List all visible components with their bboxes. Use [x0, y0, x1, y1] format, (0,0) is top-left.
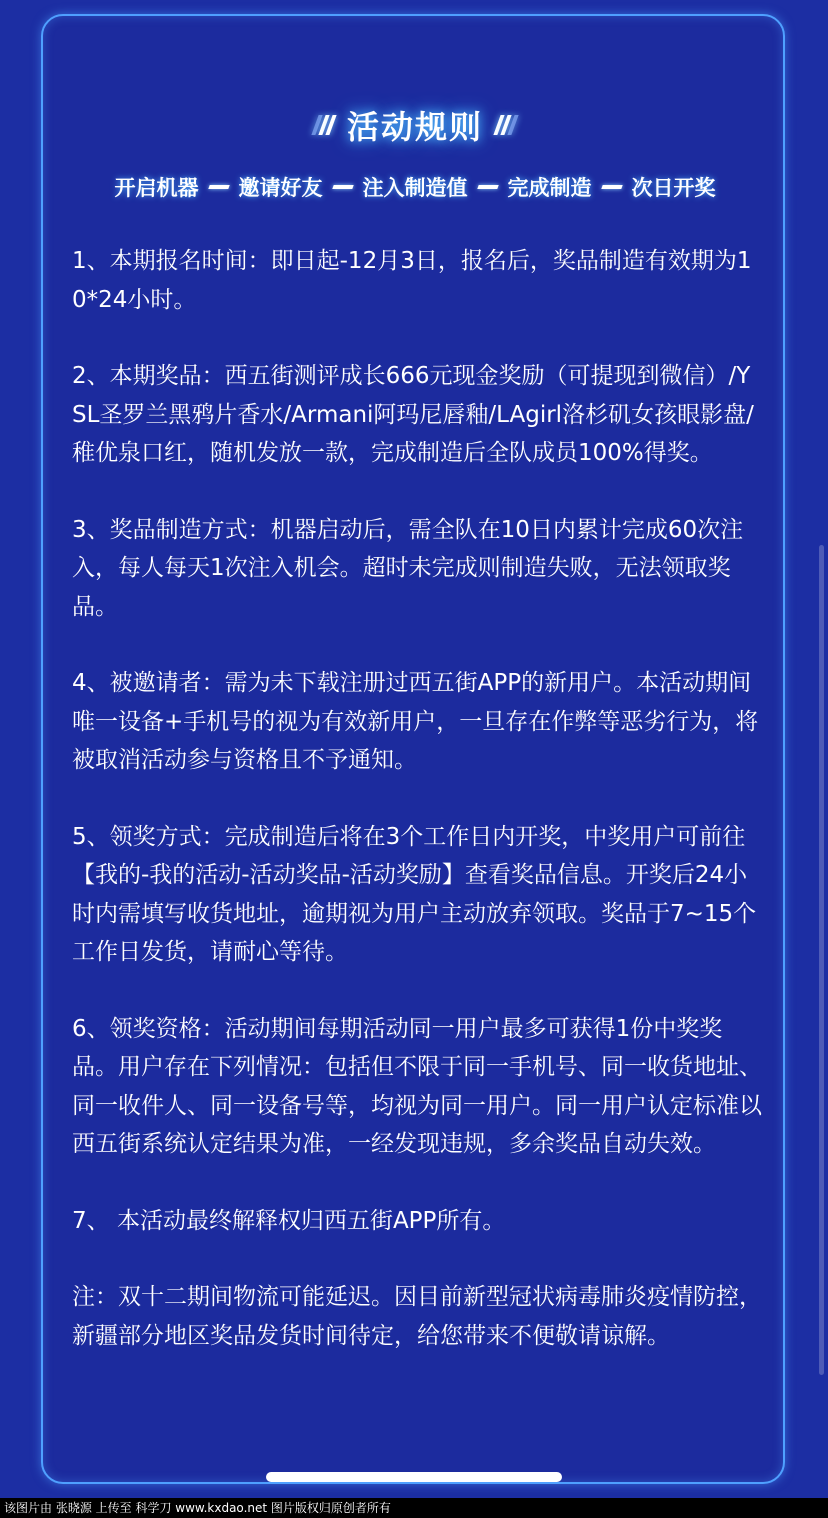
watermark-footer: 该图片由 张晓源 上传至 科学刀 www.kxdao.net 图片版权归原创者所有 — [0, 1498, 828, 1518]
rule-item-6: 6、领奖资格：活动期间每期活动同一用户最多可获得1份中奖奖品。用户存在下列情况：包括但不限于同一手机号、同一收货地址、同一收件人、同一设备号等，均视为同一用户。同一用户认定标准以西五街系统认定结果为准，一经发现违规，多余奖品自动失效。 — [72, 1015, 762, 1157]
step-separator — [601, 185, 622, 189]
rule-item-5: 5、领奖方式：完成制造后将在3个工作日内开奖，中奖用户可前往【我的-我的活动-活动奖品-活动奖励】查看奖品信息。开奖后24小时内需填写收货地址，逾期视为用户主动放弃领取。奖品于7~15个工作日发货，请耐心等待。 — [72, 823, 757, 965]
rule-item-2: 2、本期奖品：西五街测评成长666元现金奖励（可提现到微信）/YSL圣罗兰黑鸦片香水/Armani阿玛尼唇釉/LAgirl洛杉矶女孩眼影盘/稚优泉口红，随机发放一款，完成制造后全队成员100%得奖。 — [72, 363, 754, 466]
rule-item-1: 1、本期报名时间：即日起-12月3日，报名后，奖品制造有效期为10*24小时。 — [72, 248, 752, 313]
step-separator — [332, 185, 353, 189]
step-inject-value: 注入制造值 — [362, 176, 468, 200]
rules-panel — [41, 14, 785, 1484]
step-separator — [208, 185, 229, 189]
step-start-machine: 开启机器 — [114, 176, 199, 200]
title-row — [43, 100, 787, 150]
step-invite-friends: 邀请好友 — [238, 176, 323, 200]
step-complete-manufacture: 完成制造 — [507, 176, 592, 200]
rule-note: 注：双十二期间物流可能延迟。因目前新型冠状病毒肺炎疫情防控，新疆部分地区奖品发货时间待定，给您带来不便敬请谅解。 — [72, 1284, 762, 1349]
step-next-day-draw: 次日开奖 — [631, 176, 716, 200]
rules-list — [72, 242, 762, 1393]
page-title: 活动规则 — [346, 108, 483, 146]
activity-steps — [43, 172, 787, 202]
rule-item-7: 7、 本活动最终解释权归西五街APP所有。 — [72, 1207, 506, 1234]
right-slash-decoration — [497, 115, 515, 135]
home-indicator[interactable] — [266, 1472, 562, 1482]
rule-item-3: 3、奖品制造方式：机器启动后，需全队在10日内累计完成60次注入，每人每天1次注入机会。超时未完成则制造失败，无法领取奖品。 — [72, 516, 744, 620]
scrollbar[interactable] — [819, 545, 824, 1375]
step-separator — [477, 185, 498, 189]
left-slash-decoration — [315, 115, 333, 135]
rule-item-4: 4、被邀请者：需为未下载注册过西五街APP的新用户。本活动期间唯一设备+手机号的视为有效新用户，一旦存在作弊等恶劣行为，将被取消活动参与资格且不予通知。 — [72, 670, 759, 773]
